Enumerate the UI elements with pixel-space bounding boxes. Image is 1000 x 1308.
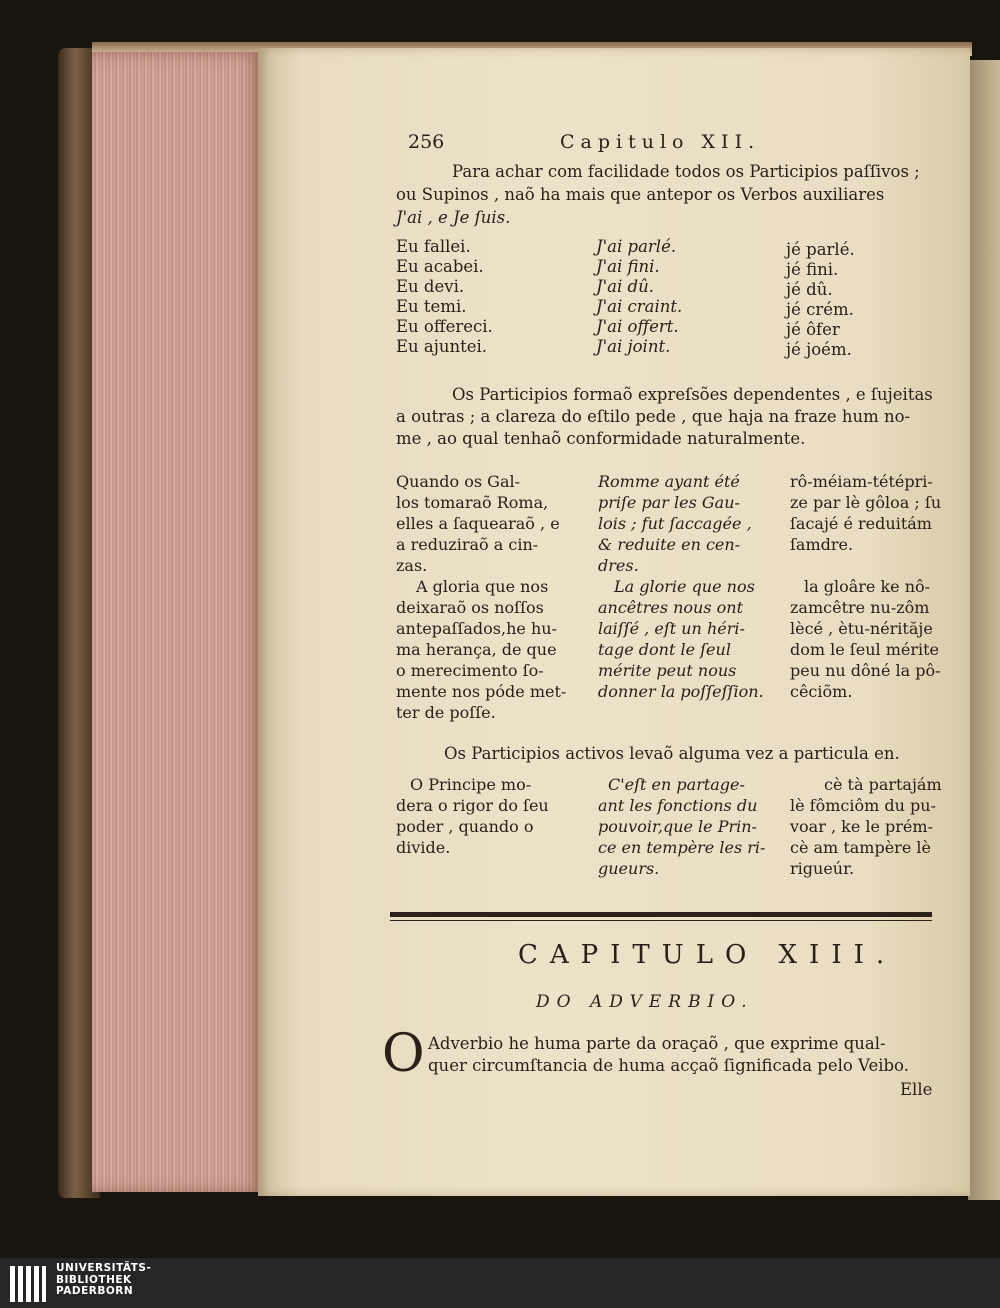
example-fr-line: ant les fonctions du [598,796,758,815]
example3-pronunciation [790,774,942,879]
example2-pronunciation [790,576,941,702]
example-fr-line: & reduite en cen- [598,535,741,554]
verb-table-french [596,237,682,357]
example-pron-line: cè tà partajám [824,775,942,794]
example-pt-line: zas. [396,556,428,575]
verb-pt: Eu acabei. [396,257,484,276]
example-pt-line: antepaſſados,he hu- [396,619,557,638]
example-fr-line: laiſſé , eſt un héri- [598,619,745,638]
verb-fr: J'ai offert. [596,317,679,336]
example2-french [598,576,764,702]
chapter-subtitle: DO ADVERBIO. [536,992,754,1012]
example-pt-line: Quando os Gal- [396,472,520,491]
library-name [56,1263,151,1298]
example-pron-line: cè am tampère lè [790,838,931,857]
example-fr-line: ancêtres nous ont [598,598,744,617]
example-pt-line: a reduziraõ a cin- [396,535,539,554]
body-line: quer circumſtancia de huma acçaõ ſignificada pelo Veibo. [428,1056,909,1075]
verb-pt: Eu fallei. [396,237,471,256]
verb-pt: Eu ajuntei. [396,337,488,356]
example-fr-line: La glorie que nos [614,577,755,596]
example-fr-line: ce en tempère les ri- [598,838,766,857]
example-fr-line: gueurs. [598,859,660,878]
example3-portuguese [396,774,549,858]
example-pt-line: los tomaraõ Roma, [396,493,549,512]
library-name-line: PADERBORN [56,1285,134,1297]
example-pt-line: ma herança, de que [396,640,557,659]
example-fr-line: C'eſt en partage- [608,775,745,794]
example-pron-line: lècé , ètu-nérităje [790,619,933,638]
example1-pronunciation [790,471,941,555]
intro-line: J'ai , e Je ſuis. [396,208,511,227]
example-pt-line: o merecimento ſo- [396,661,544,680]
page-edges-red [92,52,264,1192]
section-rule-thin [390,920,932,921]
example-pt-line: deixaraõ os noſſos [396,598,544,617]
verb-pt: Eu offereci. [396,317,493,336]
library-name-line: UNIVERSITÄTS- [56,1262,152,1274]
example-fr-line: mérite peut nous [598,661,737,680]
example-fr-line: tage dont le ſeul [598,640,731,659]
example-pron-line: peu nu dôné la pô- [790,661,941,680]
example-pt-line: elles a ſaquearaõ , e [396,514,560,533]
verb-fr: J'ai parlé. [596,237,677,256]
chapter-title: CAPITULO XIII. [518,940,897,970]
example-pron-line: rigueúr. [790,859,855,878]
example-fr-line: donner la poſſeſſion. [598,682,764,701]
example-pron-line: dom le ſeul mérite [790,640,940,659]
catchword: Elle [900,1080,933,1099]
example1-french [598,471,752,576]
example-pt-line: mente nos póde met- [396,682,567,701]
verb-table-portuguese [396,237,493,357]
page-number: 256 [408,131,445,153]
paragraph-line: Os Participios formaõ expreſsões dependentes , e ſujeitas [452,385,933,404]
verb-fr: J'ai dû. [596,277,654,296]
verb-pron: jé ôfer [786,320,840,339]
intro-line: ou Supinos , naõ ha mais que antepor os Verbos auxiliares [396,185,885,204]
example-fr-line: priſe par les Gau- [598,493,740,512]
example-pron-line: zamcêtre nu-zôm [790,598,930,617]
verb-pt: Eu devi. [396,277,465,296]
verb-pron: jé parlé. [786,240,855,259]
example-pt-line: poder , quando o [396,817,534,836]
verb-pron: jé fini. [786,260,839,279]
intro-line: Para achar com facilidade todos os Participios paſſivos ; [452,162,920,181]
example-pron-line: la gloâre ke nô- [804,577,931,596]
example-pron-line: ſacajé é reduitám [790,514,932,533]
example-pt-line: dera o rigor do ſeu [396,796,549,815]
example-pron-line: cêciõm. [790,682,853,701]
verb-pt: Eu temi. [396,297,467,316]
verb-fr: J'ai joint. [596,337,671,356]
example-pron-line: rô-méiam-tétépri- [790,472,933,491]
running-head: Capitulo XII. [560,131,761,153]
paragraph-line: Os Participios activos levaõ alguma vez a particula en. [444,744,900,763]
example-fr-line: Romme ayant été [598,472,740,491]
verb-fr: J'ai fini. [596,257,660,276]
verb-table-pronunciation [786,240,855,360]
example1-portuguese [396,471,560,576]
library-name-line: BIBLIOTHEK [56,1273,132,1286]
verb-fr: J'ai craint. [596,297,683,316]
facing-page-edge [968,60,1000,1200]
verb-pron: jé joém. [786,340,852,359]
paragraph-line: a outras ; a clareza do eſtilo pede , que haja na fraze hum no- [396,407,911,426]
example-pron-line: lè fômciôm du pu- [790,796,936,815]
verb-pron: jé crém. [786,300,854,319]
library-footer [0,1258,1000,1308]
example-pt-line: ter de poſſe. [396,703,496,722]
verb-pron: jé dû. [786,280,833,299]
example-fr-line: dres. [598,556,639,575]
example3-french [598,774,765,879]
paragraph-line: me , ao qual tenhaõ conformidade naturalmente. [396,429,806,448]
section-rule [390,912,932,917]
example-fr-line: pouvoir,que le Prin- [598,817,757,836]
example-pron-line: ſamdre. [790,535,854,554]
example-fr-line: lois ; fut ſaccagée , [598,514,752,533]
example-pron-line: ze par lè gôloa ; ſu [790,493,942,512]
library-logo-icon [8,1264,48,1304]
example2-portuguese [396,576,566,723]
body-line: Adverbio he huma parte da oraçaõ , que exprime qual- [428,1034,886,1053]
example-pron-line: voar , ke le prém- [790,817,933,836]
example-pt-line: A gloria que nos [416,577,549,596]
example-pt-line: O Principe mo- [410,775,532,794]
drop-cap: O [382,1024,425,1084]
example-pt-line: divide. [396,838,451,857]
